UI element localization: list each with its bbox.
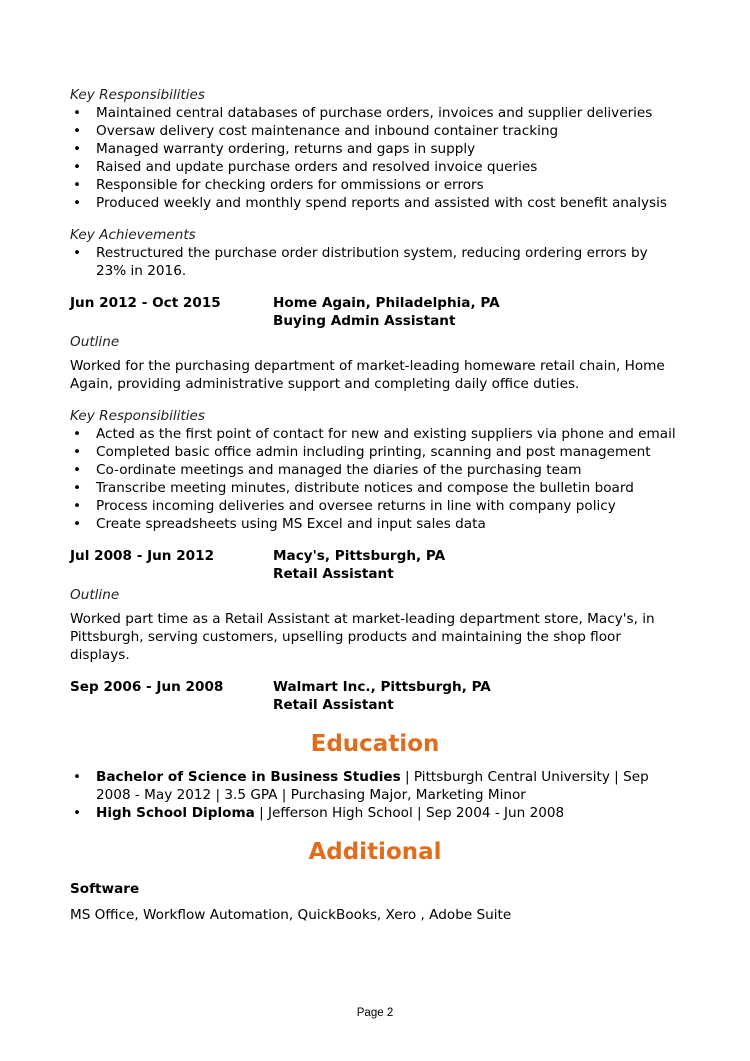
bullet-icon: • <box>73 462 82 478</box>
bullet-icon: • <box>73 480 82 496</box>
degree-name: Bachelor of Science in Business Studies <box>96 769 401 785</box>
job1-achievements-list <box>70 244 680 280</box>
bullet-icon: • <box>73 426 82 442</box>
list-item: • Transcribe meeting minutes, distribute notices and compose the bulletin board <box>73 480 634 496</box>
job-header <box>70 678 680 714</box>
job-employer: Home Again, Philadelphia, PA <box>273 295 500 311</box>
outline-label: Outline <box>70 587 120 603</box>
list-item: • Raised and update purchase orders and resolved invoice queries <box>73 159 538 175</box>
education-heading: Education <box>310 731 440 757</box>
list-item: • Oversaw delivery cost maintenance and inbound container tracking <box>73 123 559 139</box>
list-item <box>70 768 680 804</box>
job-employer: Macy's, Pittsburgh, PA <box>273 548 446 564</box>
resume-page <box>70 86 680 924</box>
job-dates: Jul 2008 - Jun 2012 <box>70 548 215 564</box>
job-employer: Walmart Inc., Pittsburgh, PA <box>273 679 491 695</box>
job2-responsibilities-list <box>70 425 680 533</box>
list-item: • Responsible for checking orders for ommissions or errors <box>73 177 484 193</box>
list-item: • Produced weekly and monthly spend reports and assisted with cost benefit analysis <box>73 195 667 211</box>
job-outline: Worked for the purchasing department of market-leading homeware retail chain, Home Again, providing administrative support and completing daily office duties. <box>70 358 665 392</box>
bullet-icon: • <box>73 105 82 121</box>
bullet-icon: • <box>73 123 82 139</box>
degree-details: | Jefferson High School | Sep 2004 - Jun 2008 <box>254 805 565 821</box>
bullet-icon: • <box>73 444 82 460</box>
job-title: Retail Assistant <box>273 566 394 582</box>
job-outline: Worked part time as a Retail Assistant at market-leading department store, Macy's, in Pittsburgh, serving customers, upselling products and maintaining the shop floor displays. <box>70 611 655 663</box>
key-responsibilities-label: Key Responsibilities <box>70 408 205 424</box>
bullet-icon: • <box>73 177 82 193</box>
software-label: Software <box>70 881 140 897</box>
additional-heading: Additional <box>308 839 442 865</box>
job-dates: Jun 2012 - Oct 2015 <box>70 295 221 311</box>
list-item: • Acted as the first point of contact for new and existing suppliers via phone and email <box>73 426 676 442</box>
list-item: • Create spreadsheets using MS Excel and input sales data <box>73 516 486 532</box>
bullet-icon: • <box>73 769 82 785</box>
key-responsibilities-label: Key Responsibilities <box>70 87 205 103</box>
job1-responsibilities-list <box>70 104 680 212</box>
page-number: Page 2 <box>356 1007 394 1019</box>
bullet-icon: • <box>73 141 82 157</box>
bullet-icon: • <box>73 498 82 514</box>
job-title: Retail Assistant <box>273 697 394 713</box>
list-item: • Restructured the purchase order distribution system, reducing ordering errors by 23% in 2016. <box>73 245 648 279</box>
education-list <box>70 768 680 822</box>
list-item: • Managed warranty ordering, returns and gaps in supply <box>73 141 476 157</box>
list-item: • Maintained central databases of purchase orders, invoices and supplier deliveries <box>73 105 653 121</box>
list-item: • Completed basic office admin including printing, scanning and post management <box>73 444 651 460</box>
list-item: • Co-ordinate meetings and managed the diaries of the purchasing team <box>73 462 582 478</box>
job-header <box>70 294 680 330</box>
software-list: MS Office, Workflow Automation, QuickBooks, Xero , Adobe Suite <box>70 907 512 923</box>
bullet-icon: • <box>73 245 82 261</box>
job-dates: Sep 2006 - Jun 2008 <box>70 679 224 695</box>
bullet-icon: • <box>73 516 82 532</box>
job-title: Buying Admin Assistant <box>273 313 456 329</box>
list-item: • Process incoming deliveries and oversee returns in line with company policy <box>73 498 616 514</box>
outline-label: Outline <box>70 334 120 350</box>
list-item <box>70 804 680 822</box>
degree-name: High School Diploma <box>96 805 255 821</box>
bullet-icon: • <box>73 159 82 175</box>
degree-details: | Pittsburgh Central University | Sep 2008 - May 2012 | 3.5 GPA | Purchasing Major, Marketing Minor <box>96 769 649 803</box>
bullet-icon: • <box>73 805 82 821</box>
bullet-icon: • <box>73 195 82 211</box>
key-achievements-label: Key Achievements <box>70 227 196 243</box>
job-header <box>70 547 680 583</box>
